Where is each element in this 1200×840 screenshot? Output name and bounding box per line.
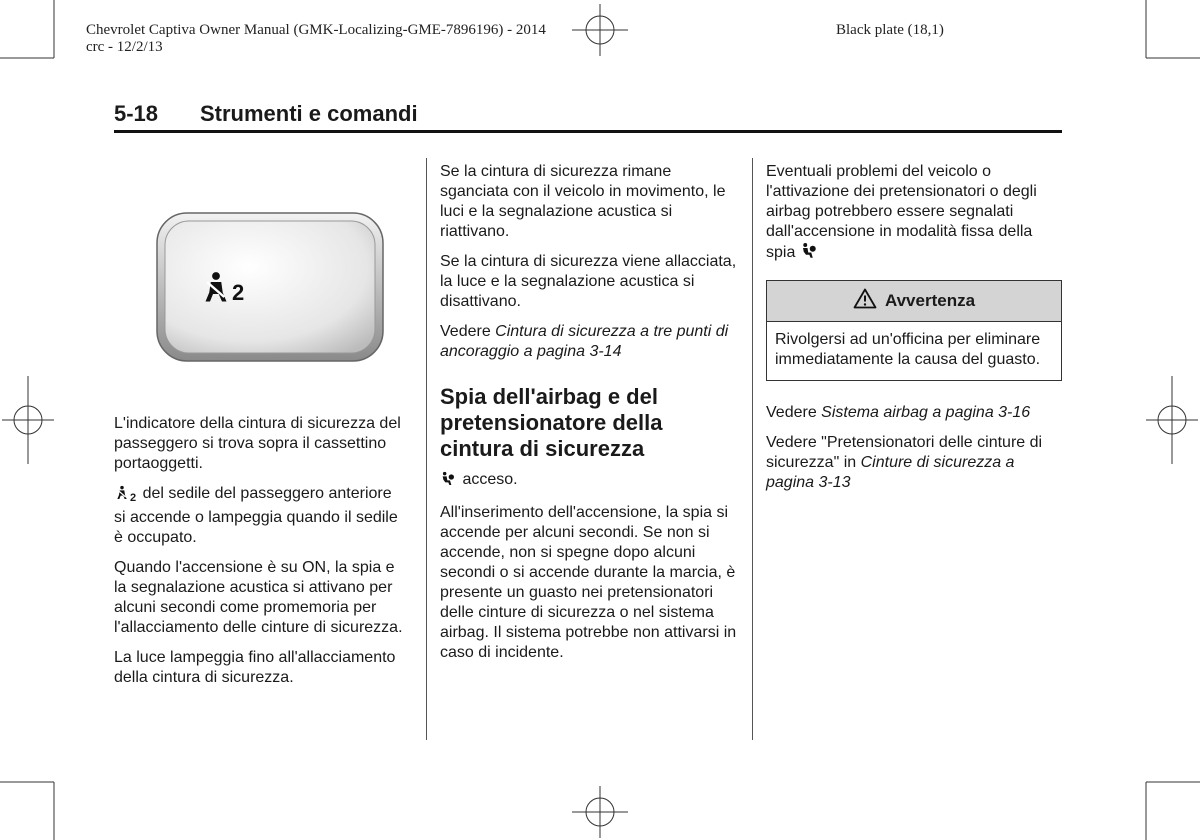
cross-reference bbox=[766, 403, 1062, 423]
page-header bbox=[114, 100, 1062, 133]
airbag-warning-icon bbox=[440, 471, 456, 493]
reference-prefix: Vedere bbox=[766, 404, 822, 421]
paragraph-text: acceso. bbox=[458, 471, 518, 488]
paragraph: L'indicatore della cintura di sicurezza del passeggero si trova sopra il cassettino portaoggetti. bbox=[114, 415, 401, 472]
print-header bbox=[86, 22, 546, 56]
paragraph: Quando l'accensione è su ON, la spia e la segnalazione acustica si attivano per alcuni secondi come promemoria per l'allacciamento delle cinture di sicurezza. bbox=[114, 559, 403, 636]
paragraph: All'inserimento dell'accensione, la spia si accende per alcuni secondi. Se non si accende, non si spegne dopo alcuni secondi o si accende durante la marcia, è presente un guasto nei pretensionatori delle cinture di sicurezza o nel sistema airbag. Il sistema potrebbe non attivarsi in caso di incidente. bbox=[440, 504, 737, 661]
paragraph bbox=[114, 484, 404, 548]
seatbelt-badge-number: 2 bbox=[232, 280, 245, 305]
column-3 bbox=[766, 162, 1062, 503]
warning-header bbox=[767, 281, 1061, 322]
section-heading: Spia dell'airbag e del pretensionatore della cintura di sicurezza bbox=[440, 384, 663, 461]
plate-label: Black plate (18,1) bbox=[836, 22, 944, 38]
column-divider bbox=[426, 158, 427, 740]
reference-link[interactable]: Sistema airbag a pagina 3-16 bbox=[821, 404, 1031, 421]
warning-triangle-icon bbox=[853, 288, 877, 314]
reference-prefix: Vedere bbox=[440, 323, 496, 340]
warning-box bbox=[766, 280, 1062, 381]
cross-reference bbox=[766, 433, 1062, 493]
print-header-line2: crc - 12/2/13 bbox=[86, 39, 163, 55]
column-divider bbox=[752, 158, 753, 740]
warning-title: Avvertenza bbox=[884, 291, 976, 310]
column-1 bbox=[114, 414, 404, 698]
paragraph bbox=[766, 162, 1062, 266]
paragraph: Se la cintura di sicurezza viene allacciata, la luce e la segnalazione acustica si disattivano. bbox=[440, 253, 737, 310]
reference-link[interactable]: Cintura di sicurezza a tre punti di ancoraggio a pagina 3-14 bbox=[440, 323, 729, 360]
page-number: 5-18 bbox=[114, 101, 159, 126]
paragraph: La luce lampeggia fino all'allacciamento della cintura di sicurezza. bbox=[114, 649, 396, 686]
seatbelt-2-icon bbox=[114, 485, 136, 508]
cross-reference bbox=[440, 322, 740, 362]
paragraph-text: del sedile del passeggero anteriore si accende o lampeggia quando il sedile è occupato. bbox=[114, 485, 398, 546]
paragraph: Se la cintura di sicurezza rimane sganciata con il veicolo in movimento, le luci e la segnalazione acustica si riattivano. bbox=[440, 163, 726, 240]
reference-link[interactable]: Cinture di sicurezza a pagina 3-13 bbox=[766, 454, 1015, 491]
seatbelt-indicator-figure bbox=[156, 212, 384, 362]
airbag-warning-icon bbox=[800, 242, 818, 266]
print-header-line1: Chevrolet Captiva Owner Manual (GMK-Localizing-GME-7896196) - 2014 bbox=[86, 22, 546, 38]
page-title: Strumenti e comandi bbox=[200, 101, 418, 126]
warning-body: Rivolgersi ad un'officina per eliminare immediatamente la causa del guasto. bbox=[775, 331, 1041, 368]
reference-prefix: Vedere "Pretensionatori delle cinture di sicurezza" in bbox=[766, 434, 1043, 471]
column-2 bbox=[440, 162, 740, 673]
paragraph bbox=[440, 470, 740, 493]
seatbelt-2-icon bbox=[198, 270, 258, 310]
paragraph-text: Eventuali problemi del veicolo o l'attivazione dei pretensionatori o degli airbag potrebbero essere segnalati dall'accensione in modalità fissa della spia bbox=[766, 163, 1037, 261]
seatbelt-icon-suffix: 2 bbox=[130, 492, 137, 504]
